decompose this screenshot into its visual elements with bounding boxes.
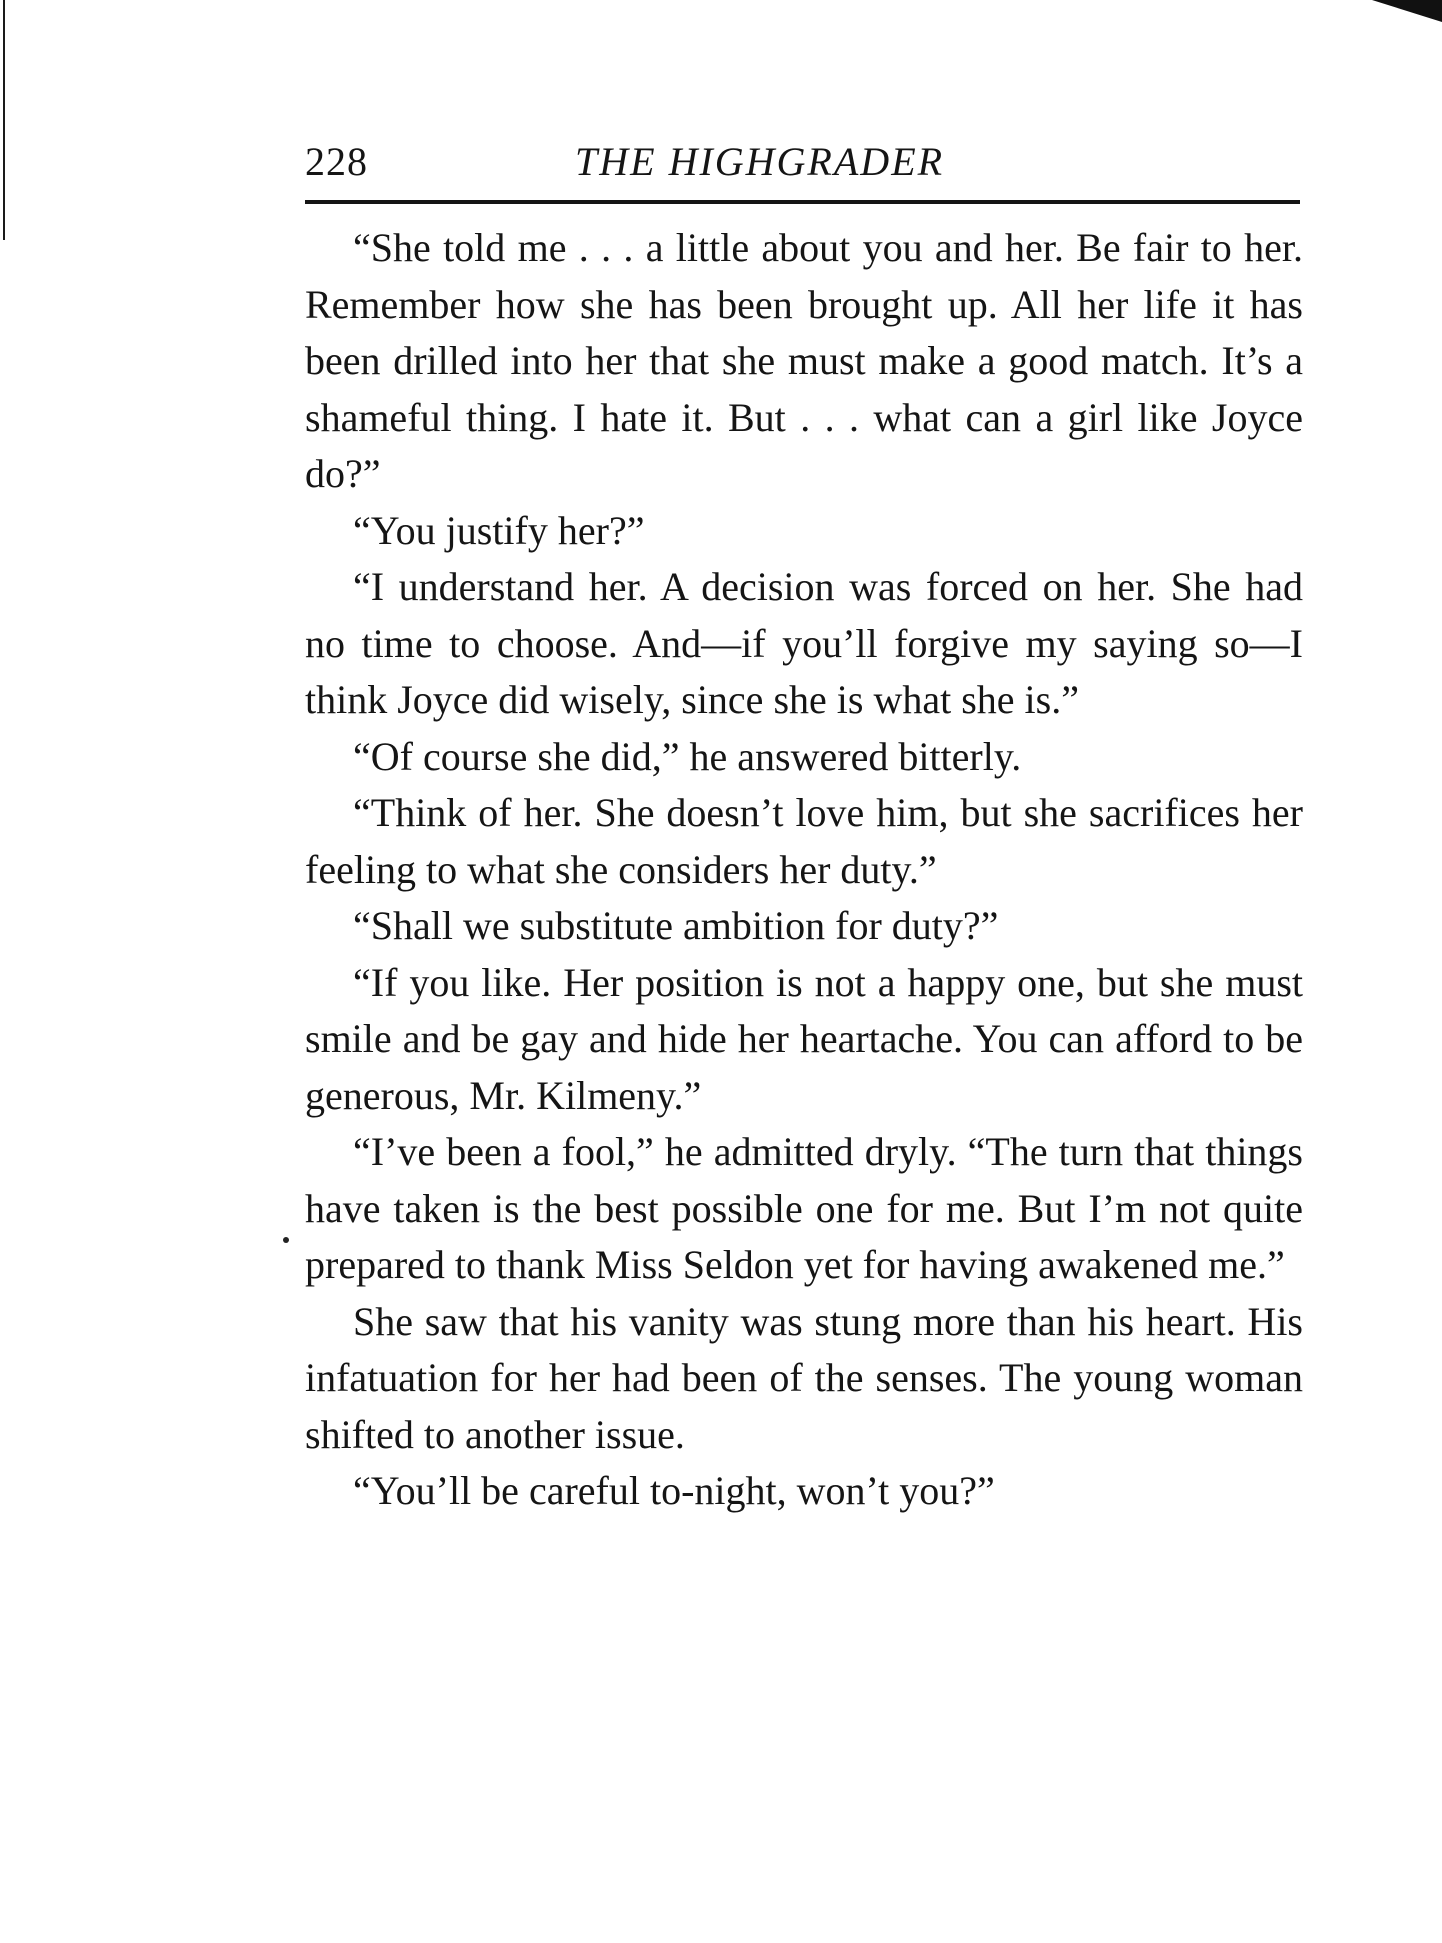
running-title: THE HIGHGRADER — [575, 139, 945, 184]
scan-edge — [3, 0, 5, 240]
paragraph: “Shall we substitute ambition for duty?” — [353, 903, 999, 948]
paragraph: “I’ve been a fool,” he admitted dryly. “The turn that things have taken is the best possible one for me. But I’m not quite prepared to thank Miss Seldon yet for having awakened me.” — [305, 1129, 1303, 1287]
paragraph: “You’ll be careful to-night, won’t you?” — [353, 1468, 995, 1513]
paragraph: “I understand her. A decision was forced on her. She had no time to choose. And—if you’ll forgive my saying so—I think Joyce did wisely, since she is what she is.” — [305, 564, 1303, 722]
scan-speck — [283, 1237, 289, 1243]
paragraph: “Of course she did,” he answered bitterly. — [353, 733, 1022, 779]
page-header — [305, 138, 1305, 198]
paragraph: “Think of her. She doesn’t love him, but she sacrifices her feeling to what she considers her duty.” — [305, 790, 1303, 892]
paragraph: “If you like. Her position is not a happy one, but she must smile and be gay and hide her heartache. You can afford to be generous, Mr. Kilmeny.” — [305, 959, 1303, 1118]
page-number: 228 — [305, 139, 368, 184]
paragraph: “You justify her?” — [353, 507, 645, 553]
paragraph: She saw that his vanity was stung more than his heart. His infatuation for her had been of the senses. The young woman shifted to another issue. — [305, 1298, 1303, 1457]
scan-corner-mark — [1372, 0, 1442, 22]
header-rule — [305, 200, 1300, 204]
body-text — [305, 220, 1303, 1520]
paragraph: “She told me . . . a little about you and her. Be fair to her. Remember how she has been brought up. All her life it has been drilled into her that she must make a good match. It’s a shameful thing. I hate it. But . . . what can a girl like Joyce do?” — [305, 225, 1303, 496]
